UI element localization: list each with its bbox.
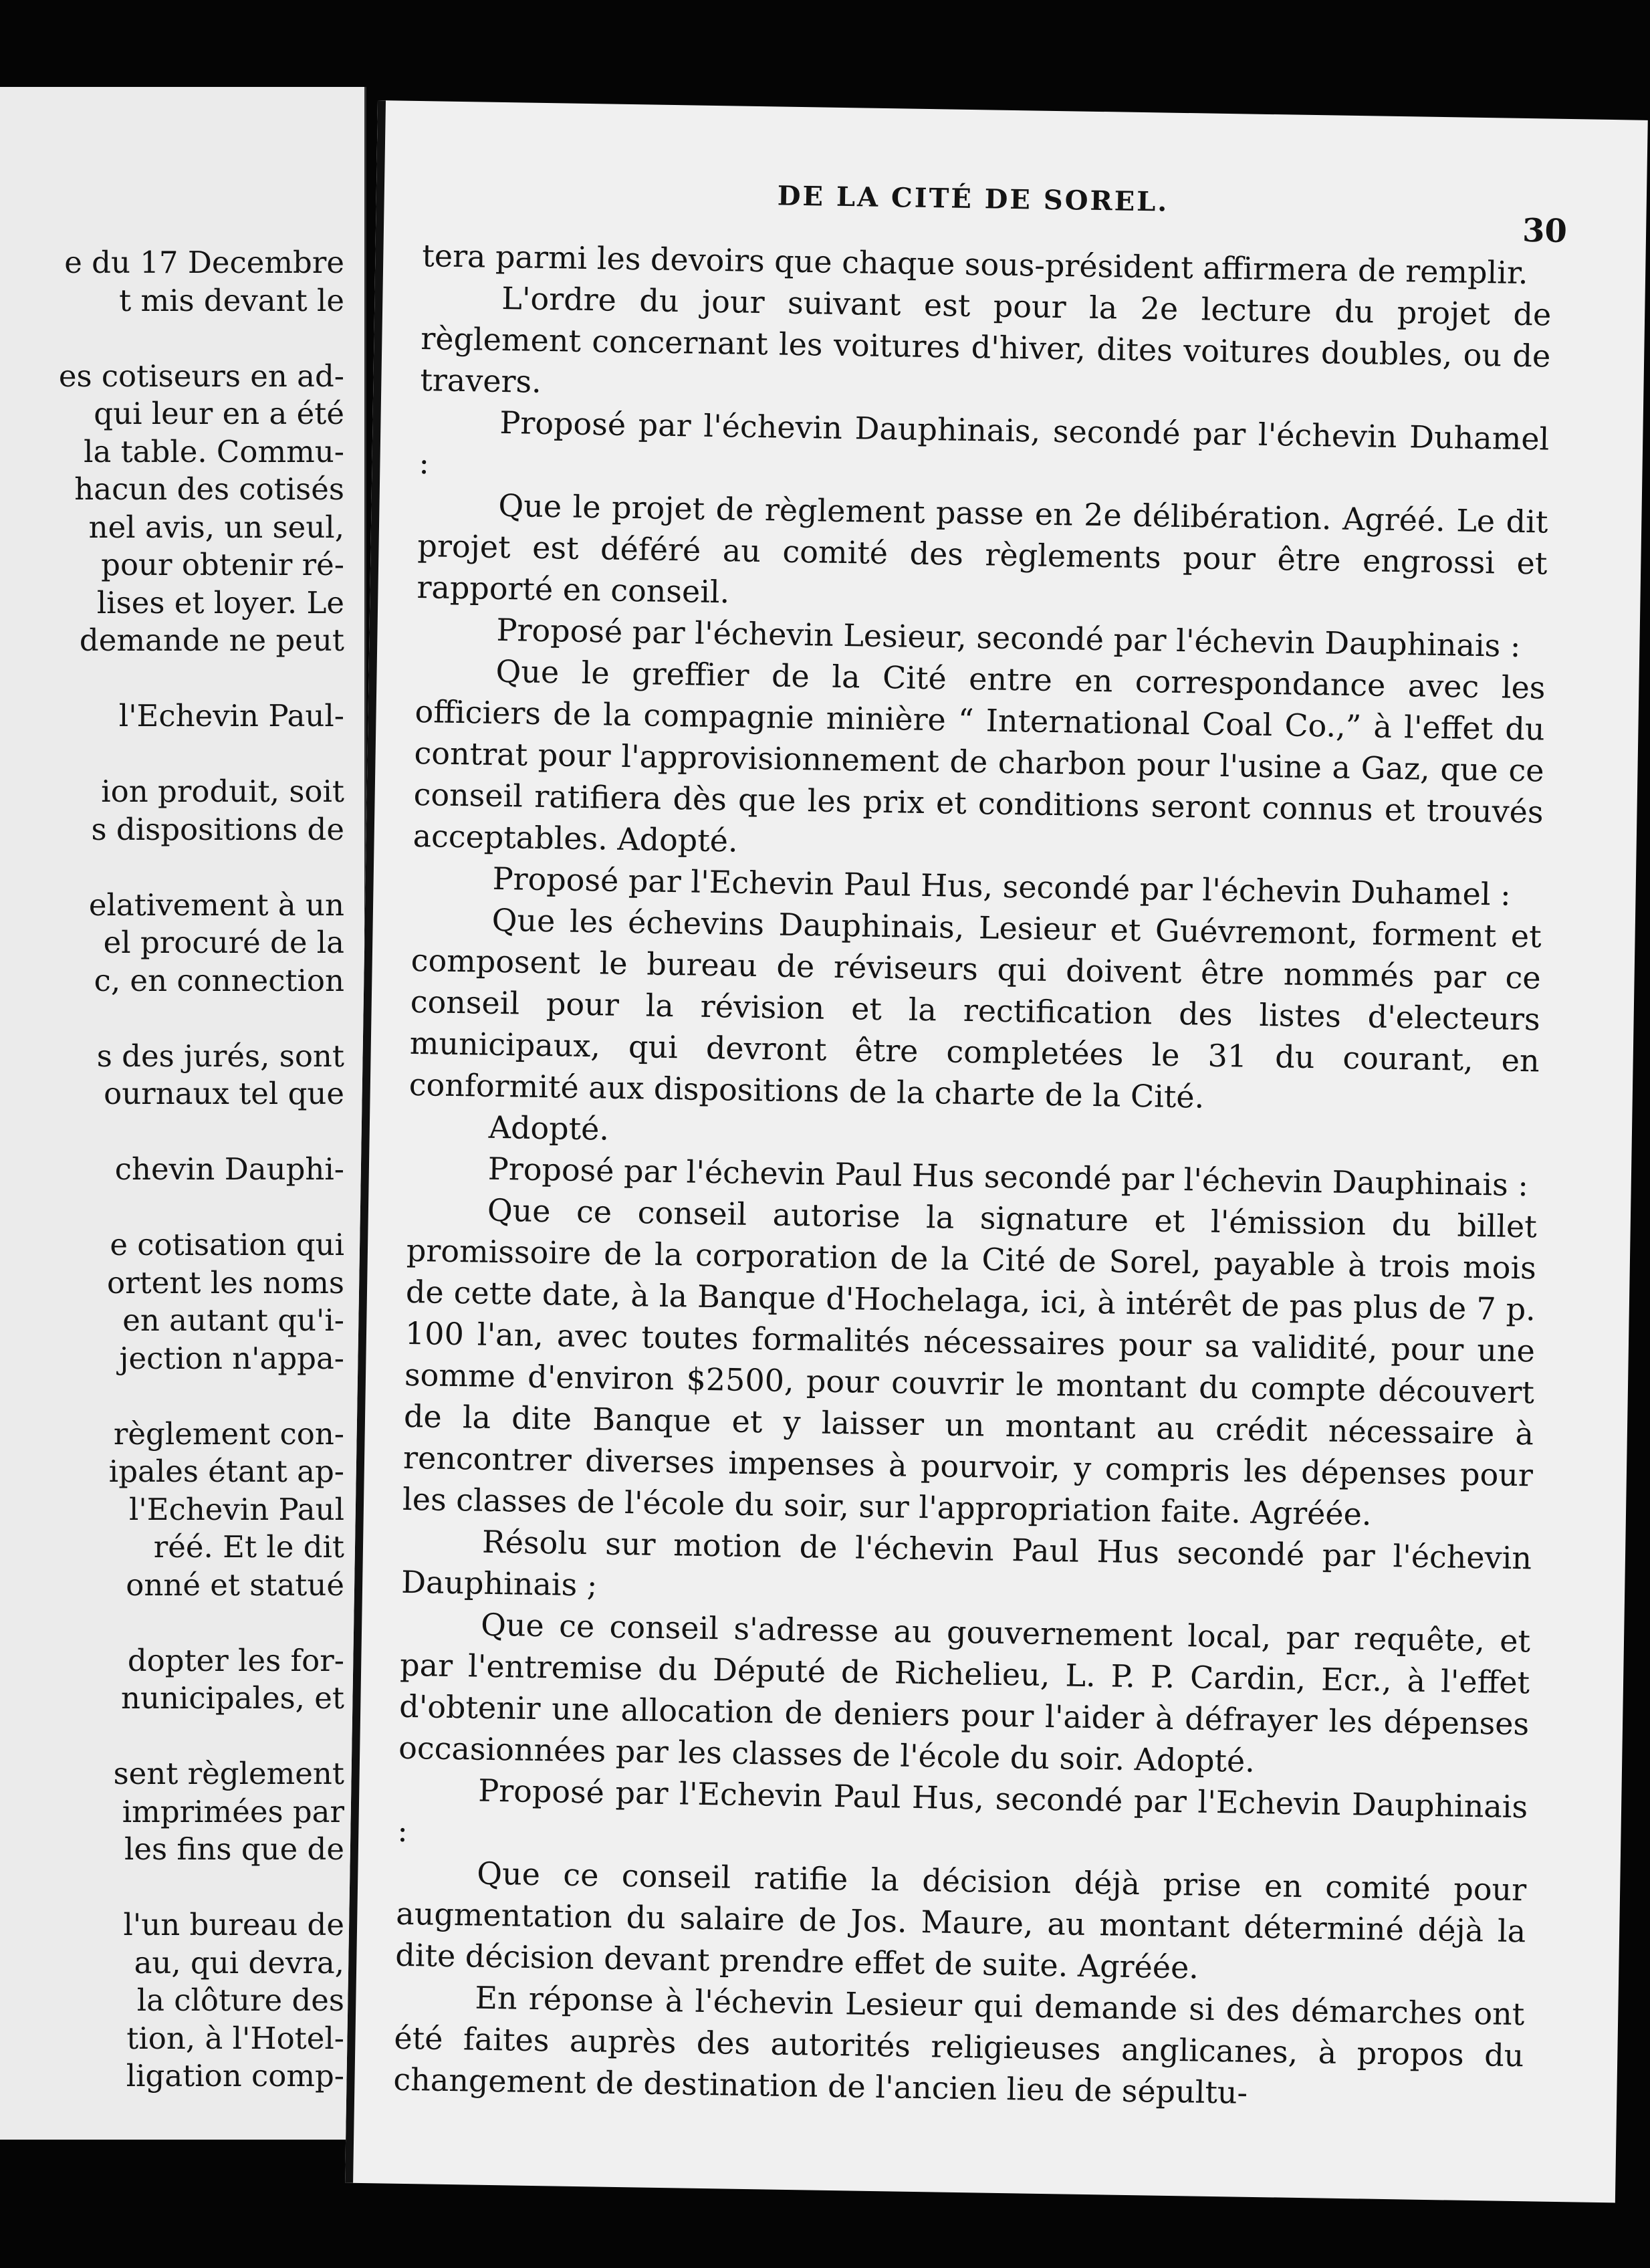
- minutes-paragraph: Proposé par l'Echevin Paul Hus, secondé par l'échevin Duhamel :: [492, 860, 1512, 913]
- minutes-paragraph: Proposé par l'échevin Lesieur, secondé par l'échevin Dauphinais :: [496, 611, 1521, 664]
- left-page-line: qui leur en a été: [94, 396, 344, 431]
- minutes-body: [393, 235, 1552, 2118]
- left-page-line: es cotiseurs en ad-: [58, 358, 344, 394]
- left-page-line: dopter les for-: [127, 1642, 344, 1678]
- left-page-line: nel avis, un seul,: [88, 509, 344, 545]
- left-page-line: au, qui devra,: [134, 1944, 344, 1980]
- left-page-line: hacun des cotisés: [74, 471, 344, 507]
- minutes-paragraph: Que les échevins Dauphinais, Lesieur et Guévremont, forment et composent le bureau de réviseurs qui doivent être nommés par ce conseil pour la révision et la rectification des listes d'electeurs municipaux, qui devront être completées le 31 du courant, en conformité aux dispositions de la charte de la Cité.: [408, 901, 1542, 1115]
- left-page: [0, 87, 366, 2140]
- minutes-paragraph: L'ordre du jour suivant est pour la 2e lecture du projet de règlement concernant les voitures d'hiver, dites voitures doubles, ou de travers.: [420, 279, 1552, 400]
- left-page-line: s des jurés, sont: [96, 1038, 344, 1074]
- minutes-paragraph: Résolu sur motion de l'échevin Paul Hus secondé par l'échevin Dauphinais ;: [400, 1523, 1532, 1603]
- left-page-line: les fins que de: [124, 1831, 344, 1867]
- left-page-line: onné et statué: [126, 1567, 344, 1603]
- minutes-paragraph: Que le greffier de la Cité entre en correspondance avec les officiers de la compagnie minière “ International Coal Co.,” à l'effet du contrat pour l'approvisionnement de charbon pour l'usine a Gaz, que ce conseil ratifiera dès que les prix et conditions seront connus et trouvés acceptables. Adopté.: [412, 653, 1546, 859]
- minutes-paragraph: Adopté.: [488, 1109, 610, 1147]
- minutes-paragraph: Proposé par l'échevin Paul Hus secondé par l'échevin Dauphinais :: [487, 1150, 1529, 1204]
- left-page-line: l'Echevin Paul-: [118, 698, 344, 733]
- left-page-line: t mis devant le: [119, 282, 344, 318]
- left-page-line: ournaux tel que: [104, 1076, 344, 1111]
- left-page-line: ligation comp-: [126, 2058, 344, 2093]
- right-page: [345, 100, 1648, 2202]
- left-page-line: l'un bureau de: [123, 1907, 344, 1942]
- page-number: 30: [1522, 211, 1568, 250]
- left-page-line: tion, à l'Hotel-: [126, 2020, 344, 2056]
- minutes-paragraph: Que le projet de règlement passe en 2e délibération. Agréé. Le dit projet est déféré au comité des règlements pour être engrossi et rapporté en conseil.: [417, 487, 1548, 610]
- left-page-line: ortent les noms: [107, 1264, 344, 1300]
- left-page-line: imprimées par: [122, 1793, 344, 1829]
- minutes-paragraph: Que ce conseil s'adresse au gouvernement local, par requête, et par l'entremise du Député de Richelieu, L. P. P. Cardin, Ecr., à l'effet d'obtenir une allocation de deniers pour l'aider à défrayer les dépenses occasionnées par les classes de l'école du soir. Adopté.: [398, 1606, 1531, 1779]
- left-page-line: réé. Et le dit: [153, 1529, 344, 1565]
- left-page-line: sent règlement: [113, 1756, 344, 1791]
- left-page-line: ipales étant ap-: [108, 1454, 344, 1489]
- left-page-line: e du 17 Decembre: [64, 245, 344, 280]
- left-page-line: chevin Dauphi-: [114, 1151, 344, 1187]
- left-page-line: s dispositions de: [91, 811, 344, 847]
- minutes-paragraph: Proposé par l'échevin Dauphinais, secondé par l'échevin Duhamel :: [419, 404, 1550, 481]
- left-page-line: l'Echevin Paul: [129, 1491, 344, 1527]
- left-page-line: nunicipales, et: [120, 1680, 344, 1716]
- left-page-line: elativement à un: [88, 887, 344, 923]
- left-page-line: c, en connection: [94, 962, 344, 998]
- minutes-paragraph: tera parmi les devoirs que chaque sous-président affirmera de remplir.: [421, 237, 1528, 292]
- left-page-line: lises et loyer. Le: [96, 584, 344, 620]
- left-page-line: jection n'appa-: [119, 1340, 344, 1376]
- left-page-line: pour obtenir ré-: [101, 547, 344, 582]
- left-page-line: la table. Commu-: [84, 433, 344, 469]
- left-page-line: el procuré de la: [103, 925, 344, 960]
- minutes-paragraph: Proposé par l'Echevin Paul Hus, secondé par l'Echevin Dauphinais :: [396, 1772, 1528, 1849]
- left-page-line: en autant qu'i-: [122, 1302, 344, 1338]
- left-page-line: demande ne peut: [79, 622, 344, 658]
- left-page-line: ion produit, soit: [101, 774, 344, 809]
- minutes-paragraph: Que ce conseil autorise la signature et l'émission du billet promissoire de la corporation de la Cité de Sorel, payable à trois mois de cette date, à la Banque d'Hochelaga, ici, à intérêt de pas plus de 7 p. 100 l'an, avec toutes formalités nécessaires pour sa validité, pour une somme d'environ $2500, pour couvrir le montant du compte découvert de la dite Banque et y laisser un montant au crédit nécessaire à rencontrer diverses impenses à pourvoir, y compris les dépenses pour les classes de l'école du soir, sur l'appropriation faite. Agréée.: [402, 1192, 1538, 1533]
- minutes-paragraph: En réponse à l'échevin Lesieur qui demande si des démarches ont été faites auprès des autorités religieuses anglicanes, à propos du changement de destination de l'ancien lieu de sépultu-: [393, 1979, 1525, 2111]
- running-header: DE LA CITÉ DE SOREL.: [777, 180, 1169, 218]
- left-page-line: règlement con-: [113, 1415, 344, 1452]
- left-page-line: e cotisation qui: [110, 1227, 344, 1262]
- left-page-line: la clôture des: [136, 1982, 344, 2018]
- minutes-paragraph: Que ce conseil ratifie la décision déjà prise en comité pour augmentation du salaire de Jos. Maure, au montant déterminé déjà la dite décision devant prendre effet de suite. Agréée.: [395, 1855, 1527, 1986]
